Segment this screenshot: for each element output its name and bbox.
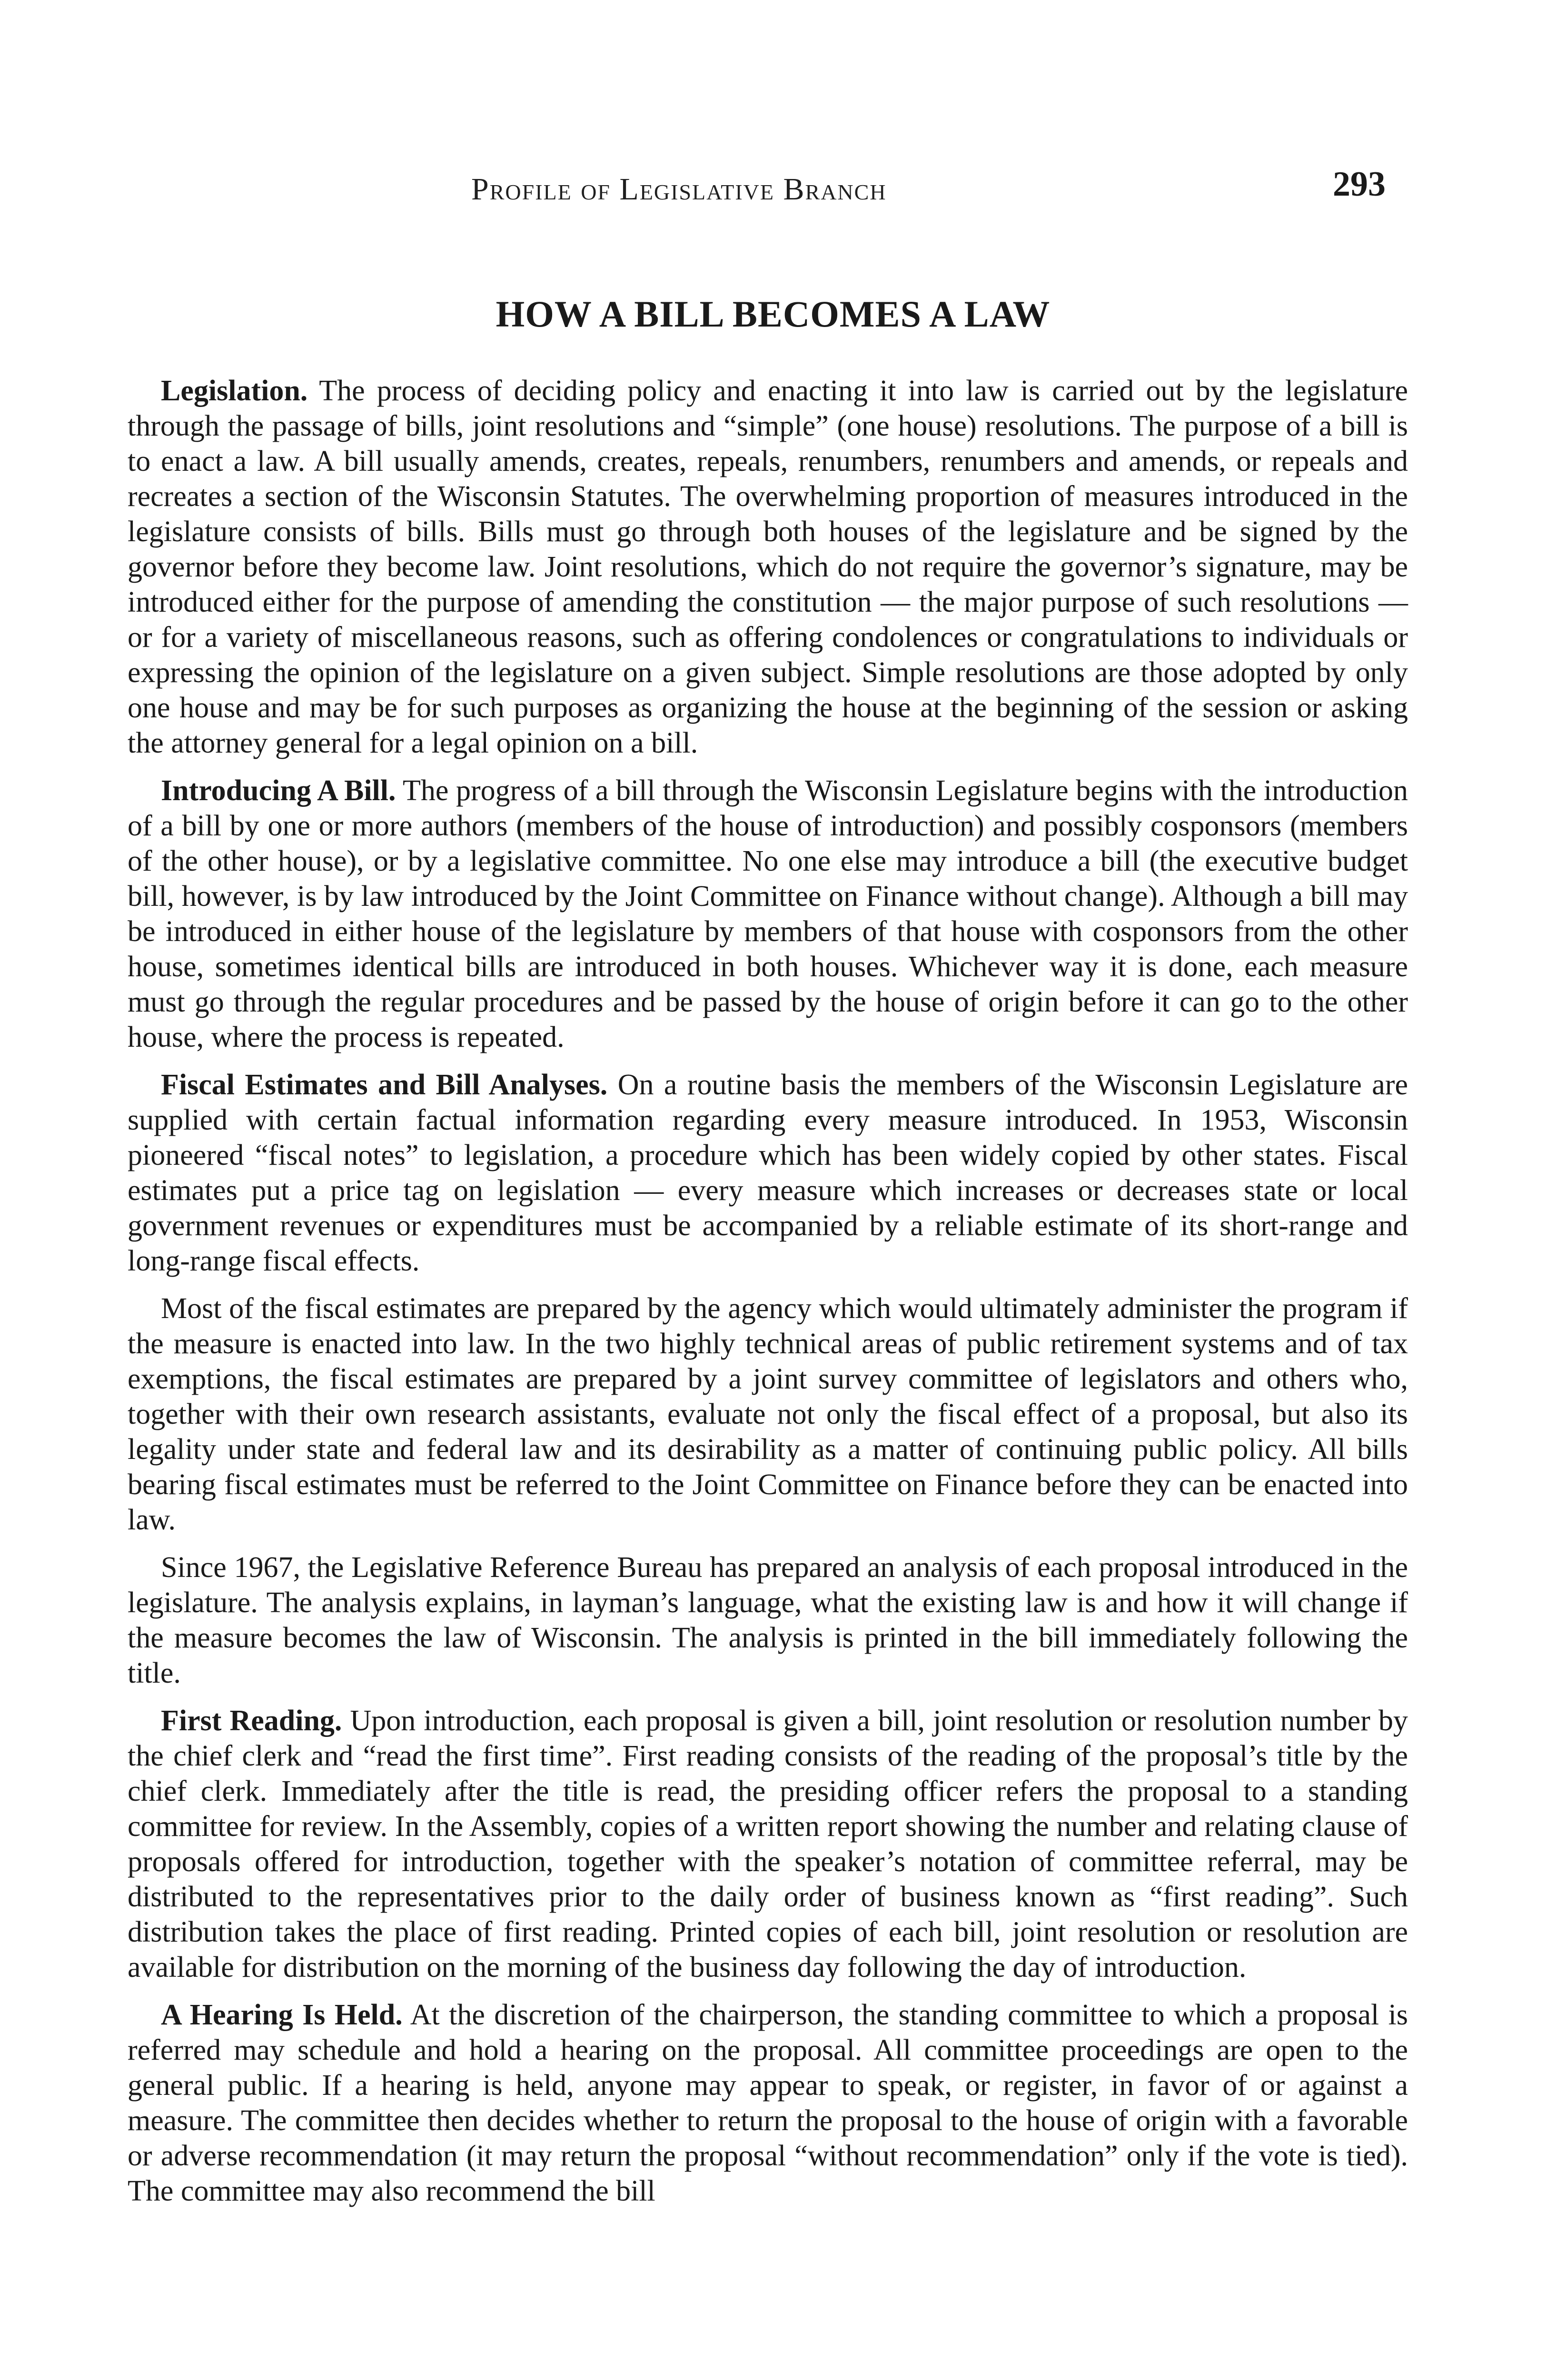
paragraph-text: The progress of a bill through the Wisconsin Legislature begins with the introduction of a bill by one or more authors (members of the house of introduction) and possibly cosponsors (members of the other house), or by a legislative committee. No one else may introduce a bill (the executive budget bill, however, is by law introduced by the Joint Committee on Finance without change). Although a bill may be introduced in either house of the legislature by members of that house with cosponsors from the other house, sometimes identical bills are introduced in both houses. Whichever way it is done, each measure must go through the regular procedures and be passed by the house of origin before it can go to the other house, where the process is repeated.: [128, 774, 1408, 1053]
run-in-heading: Legislation.: [161, 375, 308, 407]
run-in-heading: First Reading.: [161, 1705, 342, 1737]
paragraph-hearing-held: [128, 1997, 1408, 2209]
paragraph-text: Since 1967, the Legislative Reference Bureau has prepared an analysis of each proposal introduced in the legislature. The analysis explains, in layman’s language, what the existing law is and how it will change if the measure becomes the law of Wisconsin. The analysis is printed in the bill immediately following the title.: [128, 1551, 1408, 1689]
run-in-heading: Fiscal Estimates and Bill Analyses.: [161, 1069, 608, 1101]
paragraph-first-reading: [128, 1703, 1408, 1985]
paragraph-text: Most of the fiscal estimates are prepared by the agency which would ultimately administer the program if the measure is enacted into law. In the two highly technical areas of public retirement systems and of tax exemptions, the fiscal estimates are prepared by a joint survey committee of legislators and others who, together with their own research assistants, evaluate not only the fiscal effect of a proposal, but also its legality under state and federal law and its desirability as a matter of continuing public policy. All bills bearing fiscal estimates must be referred to the Joint Committee on Finance before they can be enacted into law.: [128, 1292, 1408, 1536]
run-in-heading: Introducing A Bill.: [161, 774, 396, 807]
paragraph-text: On a routine basis the members of the Wisconsin Legislature are supplied with certain factual information regarding every measure introduced. In 1953, Wisconsin pioneered “fiscal notes” to legislation, a procedure which has been widely copied by other states. Fiscal estimates put a price tag on legislation — every measure which increases or decreases state or local government revenues or expenditures must be accompanied by a reliable estimate of its short-range and long-range fiscal effects.: [128, 1069, 1408, 1277]
article-title: HOW A BILL BECOMES A LAW: [496, 293, 1050, 335]
paragraph-text: Upon introduction, each proposal is given a bill, joint resolution or resolution number by the chief clerk and “read the first time”. First reading consists of the reading of the proposal’s title by the chief clerk. Immediately after the title is read, the presiding officer refers the proposal to a standing committee for review. In the Assembly, copies of a written report showing the number and relating clause of proposals offered for introduction, together with the speaker’s notation of committee referral, may be distributed to the representatives prior to the daily order of business known as “first reading”. Such distribution takes the place of first reading. Printed copies of each bill, joint resolution or resolution are available for distribution on the morning of the business day following the day of introduction.: [128, 1705, 1408, 1983]
run-in-heading: A Hearing Is Held.: [161, 1999, 403, 2031]
paragraph-text: The process of deciding policy and enacting it into law is carried out by the legislature through the passage of bills, joint resolutions and “simple” (one house) resolutions. The purpose of a bill is to enact a law. A bill usually amends, creates, repeals, renumbers, renumbers and amends, or repeals and recreates a section of the Wisconsin Statutes. The overwhelming proportion of measures introduced in the legislature consists of bills. Bills must go through both houses of the legislature and be signed by the governor before they become law. Joint resolutions, which do not require the governor’s signature, may be introduced either for the purpose of amending the constitution — the major purpose of such resolutions — or for a variety of miscellaneous reasons, such as offering condolences or congratulations to individuals or expressing the opinion of the legislature on a given subject. Simple resolutions are those adopted by only one house and may be for such purposes as organizing the house at the beginning of the session or asking the attorney general for a legal opinion on a bill.: [128, 375, 1408, 759]
paragraph-introducing-a-bill: [128, 773, 1408, 1055]
paragraph-bill-analyses: [128, 1550, 1408, 1691]
paragraph-text: At the discretion of the chairperson, the standing committee to which a proposal is referred may schedule and hold a hearing on the proposal. All committee proceedings are open to the general public. If a hearing is held, anyone may appear to speak, or register, in favor of or against a measure. The committee then decides whether to return the proposal to the house of origin with a favorable or adverse recommendation (it may return the proposal “without recommendation” only if the vote is tied). The committee may also recommend the bill: [128, 1999, 1408, 2207]
paragraph-fiscal-estimates-agency: [128, 1291, 1408, 1537]
running-head: Profile of Legislative Branch: [471, 172, 887, 207]
page-number: 293: [1333, 165, 1386, 204]
article-body: [128, 367, 1408, 2221]
paragraph-legislation: [128, 373, 1408, 761]
paragraph-fiscal-estimates: [128, 1067, 1408, 1279]
